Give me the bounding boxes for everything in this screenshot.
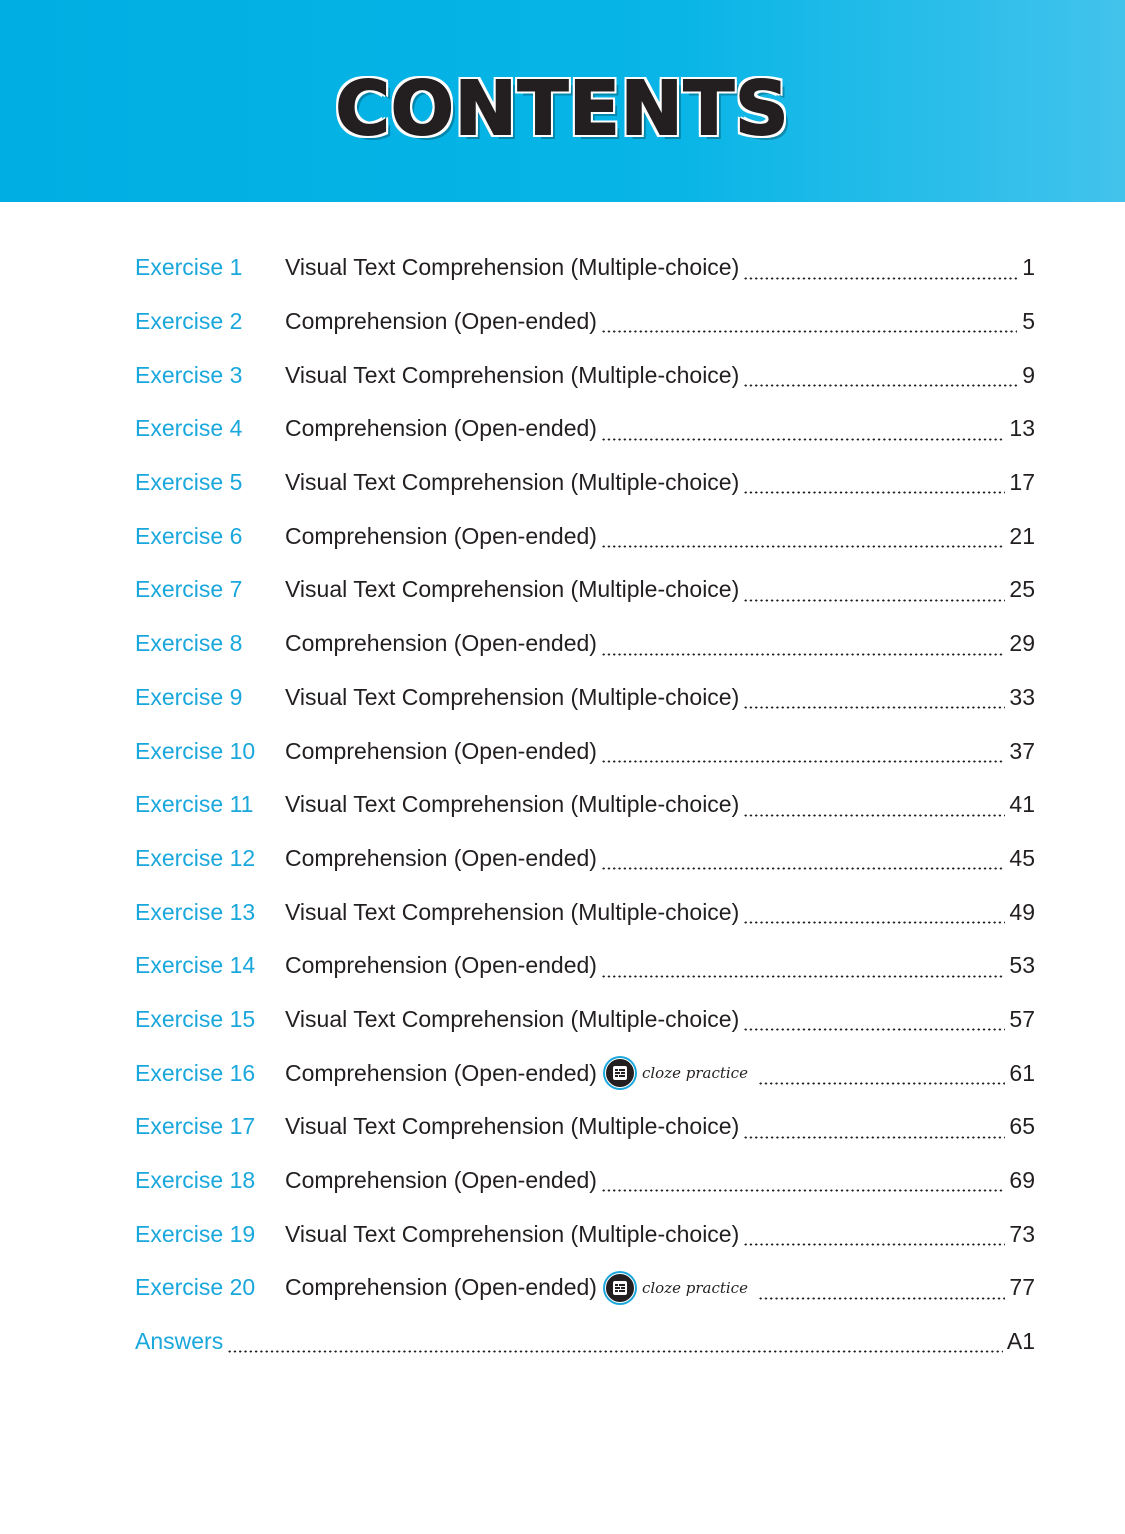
page-number: 77 bbox=[1009, 1274, 1035, 1301]
toc-entry[interactable] bbox=[135, 241, 1035, 295]
exercise-label: Exercise 20 bbox=[135, 1274, 256, 1301]
page-number: 25 bbox=[1009, 576, 1035, 603]
exercise-title: Visual Text Comprehension (Multiple-choice) bbox=[285, 469, 740, 496]
dot-leader bbox=[743, 921, 1005, 924]
toc-entry[interactable] bbox=[135, 1207, 1035, 1261]
exercise-title: Comprehension (Open-ended) bbox=[285, 737, 597, 764]
exercise-label: Exercise 9 bbox=[135, 683, 243, 710]
page-number: 13 bbox=[1009, 415, 1035, 442]
exercise-label: Exercise 18 bbox=[135, 1167, 256, 1194]
exercise-title: Comprehension (Open-ended) bbox=[285, 844, 597, 871]
dot-leader bbox=[743, 277, 1017, 280]
exercise-title: Comprehension (Open-ended) bbox=[285, 415, 597, 442]
exercise-title: Visual Text Comprehension (Multiple-choice) bbox=[285, 791, 740, 818]
dot-leader bbox=[758, 1082, 1005, 1085]
page-number: 57 bbox=[1009, 1005, 1035, 1032]
dot-leader bbox=[743, 491, 1005, 494]
toc-entry[interactable] bbox=[135, 993, 1035, 1047]
answers-label: Answers bbox=[135, 1328, 224, 1355]
toc-entry[interactable] bbox=[135, 509, 1035, 563]
dot-leader bbox=[601, 975, 1005, 978]
table-of-contents bbox=[135, 241, 1035, 1368]
toc-entry[interactable] bbox=[135, 295, 1035, 349]
page-number: 33 bbox=[1009, 683, 1035, 710]
exercise-title: Visual Text Comprehension (Multiple-choice) bbox=[285, 1113, 740, 1140]
exercise-label: Exercise 6 bbox=[135, 522, 243, 549]
dot-leader bbox=[743, 1136, 1005, 1139]
toc-entry[interactable] bbox=[135, 885, 1035, 939]
toc-entry[interactable] bbox=[135, 617, 1035, 671]
page-number: 37 bbox=[1009, 737, 1035, 764]
exercise-title: Visual Text Comprehension (Multiple-choice) bbox=[285, 1005, 740, 1032]
exercise-label: Exercise 8 bbox=[135, 630, 243, 657]
dot-leader bbox=[743, 1028, 1005, 1031]
exercise-title: Visual Text Comprehension (Multiple-choice) bbox=[285, 1220, 740, 1247]
exercise-title: Visual Text Comprehension (Multiple-choice) bbox=[285, 683, 740, 710]
exercise-title: Visual Text Comprehension (Multiple-choice) bbox=[285, 898, 740, 925]
dot-leader bbox=[743, 384, 1017, 387]
exercise-title: Visual Text Comprehension (Multiple-choice) bbox=[285, 361, 740, 388]
toc-entry[interactable] bbox=[135, 456, 1035, 510]
page-number: 1 bbox=[1022, 254, 1035, 281]
exercise-title: Comprehension (Open-ended) bbox=[285, 952, 597, 979]
cloze-practice-badge bbox=[603, 1056, 748, 1090]
toc-entry[interactable] bbox=[135, 778, 1035, 832]
toc-entry[interactable] bbox=[135, 724, 1035, 778]
exercise-label: Exercise 12 bbox=[135, 844, 256, 871]
exercise-label: Exercise 10 bbox=[135, 737, 256, 764]
exercise-title: Visual Text Comprehension (Multiple-choice) bbox=[285, 254, 740, 281]
toc-entry-answers[interactable] bbox=[135, 1315, 1035, 1369]
dot-leader bbox=[743, 1243, 1005, 1246]
exercise-label: Exercise 4 bbox=[135, 415, 243, 442]
toc-entry[interactable] bbox=[135, 1261, 1035, 1315]
toc-entry[interactable] bbox=[135, 563, 1035, 617]
page-title: CONTENTS bbox=[335, 66, 790, 152]
toc-entry[interactable] bbox=[135, 832, 1035, 886]
toc-entry[interactable] bbox=[135, 671, 1035, 725]
page-number: 61 bbox=[1009, 1059, 1035, 1086]
badge-label: cloze practice bbox=[641, 1064, 748, 1083]
dot-leader bbox=[601, 867, 1005, 870]
dot-leader bbox=[743, 706, 1005, 709]
dot-leader bbox=[601, 653, 1005, 656]
toc-entry[interactable] bbox=[135, 402, 1035, 456]
page-number: 69 bbox=[1009, 1167, 1035, 1194]
dot-leader bbox=[601, 330, 1017, 333]
page-number: 5 bbox=[1022, 308, 1035, 335]
exercise-label: Exercise 7 bbox=[135, 576, 243, 603]
page-number: 45 bbox=[1009, 844, 1035, 871]
exercise-title: Comprehension (Open-ended) bbox=[285, 308, 597, 335]
dot-leader bbox=[601, 545, 1005, 548]
page-number: 49 bbox=[1009, 898, 1035, 925]
badge-label: cloze practice bbox=[641, 1278, 748, 1297]
dot-leader bbox=[601, 1189, 1005, 1192]
exercise-label: Exercise 13 bbox=[135, 898, 256, 925]
toc-entry[interactable] bbox=[135, 939, 1035, 993]
exercise-label: Exercise 15 bbox=[135, 1005, 256, 1032]
exercise-title: Comprehension (Open-ended) bbox=[285, 630, 597, 657]
toc-entry[interactable] bbox=[135, 1100, 1035, 1154]
page-number: 29 bbox=[1009, 630, 1035, 657]
page-number: 73 bbox=[1009, 1220, 1035, 1247]
dot-leader bbox=[743, 814, 1005, 817]
exercise-title: Comprehension (Open-ended) bbox=[285, 1059, 597, 1086]
exercise-label: Exercise 3 bbox=[135, 361, 243, 388]
exercise-title: Visual Text Comprehension (Multiple-choice) bbox=[285, 576, 740, 603]
cloze-practice-badge bbox=[603, 1271, 748, 1305]
toc-entry[interactable] bbox=[135, 1046, 1035, 1100]
page-number: 9 bbox=[1022, 361, 1035, 388]
exercise-title: Comprehension (Open-ended) bbox=[285, 522, 597, 549]
dot-leader bbox=[601, 438, 1005, 441]
page-number: 21 bbox=[1009, 522, 1035, 549]
exercise-label: Exercise 1 bbox=[135, 254, 243, 281]
exercise-label: Exercise 11 bbox=[135, 791, 254, 818]
exercise-label: Exercise 14 bbox=[135, 952, 256, 979]
cloze-practice-icon bbox=[603, 1271, 637, 1305]
page-number: 17 bbox=[1009, 469, 1035, 496]
exercise-label: Exercise 17 bbox=[135, 1113, 256, 1140]
exercise-label: Exercise 2 bbox=[135, 308, 243, 335]
page-number: 65 bbox=[1009, 1113, 1035, 1140]
toc-entry[interactable] bbox=[135, 1154, 1035, 1208]
dot-leader bbox=[601, 760, 1005, 763]
cloze-practice-icon bbox=[603, 1056, 637, 1090]
exercise-title: Comprehension (Open-ended) bbox=[285, 1167, 597, 1194]
toc-entry[interactable] bbox=[135, 348, 1035, 402]
dot-leader bbox=[227, 1350, 1003, 1353]
exercise-label: Exercise 19 bbox=[135, 1220, 256, 1247]
page-number: 41 bbox=[1009, 791, 1035, 818]
dot-leader bbox=[743, 599, 1005, 602]
exercise-label: Exercise 16 bbox=[135, 1059, 256, 1086]
page-number: 53 bbox=[1009, 952, 1035, 979]
exercise-label: Exercise 5 bbox=[135, 469, 243, 496]
page-number: A1 bbox=[1006, 1328, 1035, 1355]
dot-leader bbox=[758, 1297, 1005, 1300]
exercise-title: Comprehension (Open-ended) bbox=[285, 1274, 597, 1301]
